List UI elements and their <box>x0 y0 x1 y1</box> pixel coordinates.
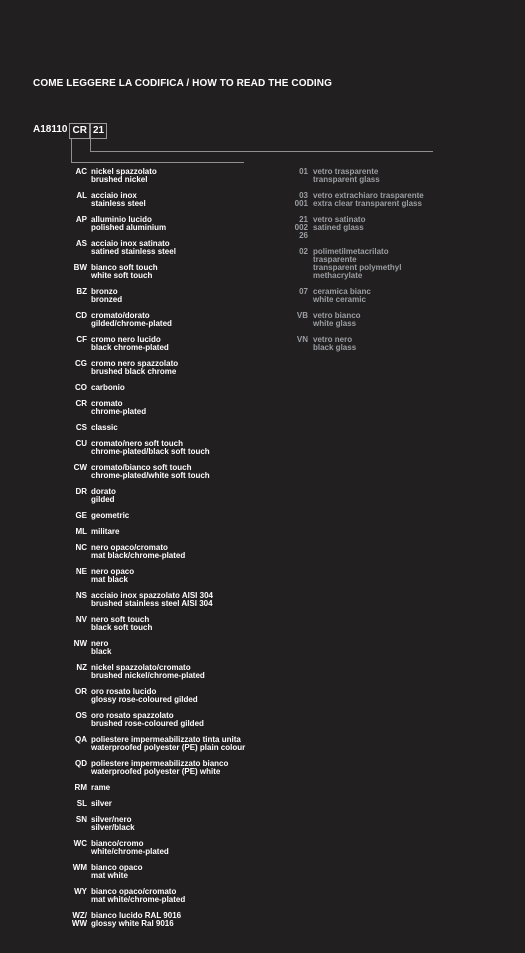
finish-name-en: white soft touch <box>91 271 153 280</box>
finish-name-it: oro rosato spazzolato <box>91 711 174 720</box>
finish-code: SL <box>76 799 87 808</box>
finish-name-en: gilded/chrome-plated <box>91 319 172 328</box>
finish-name-it: dorato <box>91 487 116 496</box>
finish-name-en: mat black <box>91 575 128 584</box>
finish-code: AC <box>75 167 87 176</box>
finish-item <box>60 360 290 376</box>
glass-description: vetro nero black glass <box>313 335 357 352</box>
finish-name-it: cromato/dorato <box>91 311 150 320</box>
finish-name-it: bronzo <box>91 287 118 296</box>
finish-description <box>91 440 210 456</box>
finish-code: CO <box>75 383 87 392</box>
finish-name-it: oro rosato lucido <box>91 687 157 696</box>
finish-code: OS <box>75 711 87 720</box>
finish-item <box>60 888 290 904</box>
finish-code: RM <box>74 783 87 792</box>
glass-item <box>285 312 505 328</box>
finish-name-it: bianco opaco <box>91 863 143 872</box>
finish-list <box>60 168 290 936</box>
finish-code: CS <box>75 423 87 432</box>
finish-name-en: chrome-plated <box>91 407 147 416</box>
finish-name-en: white/chrome-plated <box>91 847 169 856</box>
finish-code: CF <box>76 335 87 344</box>
finish-name-it: poliestere impermeabilizzato tinta unita <box>91 735 241 744</box>
finish-description <box>91 912 181 928</box>
finish-name-en: black soft touch <box>91 623 153 632</box>
finish-name-it: nickel spazzolato/cromato <box>91 663 191 672</box>
finish-item <box>60 264 290 280</box>
finish-name-it: geometric <box>91 511 130 520</box>
finish-code: CD <box>75 311 87 320</box>
finish-description <box>91 312 172 328</box>
finish-name-it: bianco lucido RAL 9016 <box>91 911 182 920</box>
finish-description <box>91 544 185 560</box>
finish-item <box>60 640 290 656</box>
finish-description <box>91 784 110 792</box>
finish-description <box>91 168 157 184</box>
finish-item <box>60 384 290 392</box>
connector-glass-vertical <box>90 139 91 151</box>
finish-description <box>91 736 245 752</box>
finish-item <box>60 912 290 928</box>
finish-name-it: classic <box>91 423 118 432</box>
finish-name-en: glossy white Ral 9016 <box>91 919 174 928</box>
finish-description <box>91 192 146 208</box>
finish-description <box>91 360 178 376</box>
finish-name-en: polished aluminium <box>91 223 167 232</box>
glass-list <box>285 168 505 360</box>
finish-code: ML <box>75 527 87 536</box>
glass-item <box>285 248 505 280</box>
finish-name-it: silver/nero <box>91 815 132 824</box>
finish-name-it: bianco opaco/cromato <box>91 887 177 896</box>
finish-description <box>91 800 112 808</box>
finish-name-it: cromo nero lucido <box>91 335 161 344</box>
connector-glass-horizontal <box>90 151 433 152</box>
finish-code: OR <box>75 687 87 696</box>
finish-name-en: black chrome-plated <box>91 343 169 352</box>
finish-description <box>91 816 135 832</box>
glass-code: 02 <box>299 247 308 256</box>
glass-item <box>285 288 505 304</box>
finish-item <box>60 592 290 608</box>
finish-description <box>91 864 143 880</box>
connector-finish-vertical <box>71 139 72 162</box>
finish-name-en: chrome-plated/black soft touch <box>91 447 210 456</box>
code-finish: CR <box>69 123 89 139</box>
finish-description <box>91 712 204 728</box>
glass-code: 21 002 26 <box>294 215 308 240</box>
finish-description <box>91 216 166 232</box>
glass-description: vetro trasparente transparent glass <box>313 167 380 184</box>
finish-name-it: bianco/cromo <box>91 839 144 848</box>
finish-code: CR <box>75 399 87 408</box>
finish-name-en: glossy rose-coloured gilded <box>91 695 198 704</box>
glass-item <box>285 336 505 352</box>
finish-code: WZ/ WW <box>71 911 87 928</box>
finish-item <box>60 800 290 808</box>
finish-item <box>60 864 290 880</box>
finish-item <box>60 736 290 752</box>
glass-description: vetro satinato satined glass <box>313 215 366 232</box>
finish-code: AP <box>75 215 87 224</box>
glass-code: 03 001 <box>294 191 308 208</box>
finish-item <box>60 840 290 856</box>
glass-code: 07 <box>299 287 308 296</box>
finish-name-en: silver/black <box>91 823 135 832</box>
finish-code: WY <box>74 887 87 896</box>
finish-description <box>91 512 129 520</box>
finish-item <box>60 568 290 584</box>
finish-name-en: brushed nickel/chrome-plated <box>91 671 205 680</box>
finish-name-en: satined stainless steel <box>91 247 176 256</box>
finish-name-en: brushed nickel <box>91 175 148 184</box>
finish-name-it: bianco soft touch <box>91 263 158 272</box>
finish-description <box>91 528 119 536</box>
finish-description <box>91 288 122 304</box>
code-example <box>33 123 107 139</box>
finish-code: DR <box>75 487 87 496</box>
finish-code: WC <box>73 839 87 848</box>
finish-code: NV <box>75 615 87 624</box>
finish-item <box>60 216 290 232</box>
glass-code: 01 <box>299 167 308 176</box>
finish-name-it: nero opaco <box>91 567 135 576</box>
finish-item <box>60 192 290 208</box>
finish-description <box>91 264 158 280</box>
finish-name-it: nero soft touch <box>91 615 150 624</box>
finish-item <box>60 240 290 256</box>
finish-code: QD <box>75 759 87 768</box>
finish-name-en: stainless steel <box>91 199 146 208</box>
finish-name-en: brushed black chrome <box>91 367 177 376</box>
finish-code: AL <box>76 191 87 200</box>
finish-code: CW <box>73 463 87 472</box>
finish-description <box>91 616 152 632</box>
glass-code: VB <box>296 311 308 320</box>
finish-item <box>60 712 290 728</box>
finish-item <box>60 760 290 776</box>
finish-code: BZ <box>76 287 87 296</box>
finish-name-en: waterproofed polyester (PE) plain colour <box>91 743 246 752</box>
glass-item <box>285 168 505 184</box>
finish-item <box>60 616 290 632</box>
glass-item <box>285 216 505 240</box>
finish-item <box>60 288 290 304</box>
finish-description <box>91 840 169 856</box>
finish-description <box>91 568 134 584</box>
finish-code: NS <box>75 591 87 600</box>
finish-description <box>91 464 210 480</box>
code-base: A18110 <box>33 124 68 135</box>
finish-item <box>60 168 290 184</box>
finish-code: WM <box>72 863 87 872</box>
finish-item <box>60 312 290 328</box>
finish-name-it: nero opaco/cromato <box>91 543 168 552</box>
finish-item <box>60 464 290 480</box>
finish-code: NW <box>73 639 87 648</box>
finish-name-it: nero <box>91 639 109 648</box>
finish-description <box>91 336 169 352</box>
finish-item <box>60 688 290 704</box>
glass-description: polimetilmetacrilato trasparente transparent polymethyl methacrylate <box>313 247 402 280</box>
glass-description: vetro bianco white glass <box>313 311 361 328</box>
finish-description <box>91 240 176 256</box>
finish-description <box>91 888 185 904</box>
finish-name-it: cromato/bianco soft touch <box>91 463 192 472</box>
finish-code: NZ <box>76 663 87 672</box>
finish-name-it: rame <box>91 783 111 792</box>
finish-name-en: brushed stainless steel AISI 304 <box>91 599 213 608</box>
finish-name-it: poliestere impermeabilizzato bianco <box>91 759 229 768</box>
finish-name-en: brushed rose-coloured gilded <box>91 719 204 728</box>
glass-description: ceramica bianc white ceramic <box>313 287 371 304</box>
finish-name-it: cromato/nero soft touch <box>91 439 184 448</box>
finish-item <box>60 544 290 560</box>
finish-description <box>91 640 111 656</box>
finish-description <box>91 488 116 504</box>
finish-item <box>60 816 290 832</box>
finish-code: CU <box>75 439 87 448</box>
finish-description <box>91 400 146 416</box>
finish-name-en: mat white/chrome-plated <box>91 895 186 904</box>
finish-name-en: chrome-plated/white soft touch <box>91 471 210 480</box>
finish-description <box>91 384 125 392</box>
glass-code: VN <box>296 335 308 344</box>
finish-item <box>60 488 290 504</box>
finish-name-it: carbonio <box>91 383 125 392</box>
finish-name-it: alluminio lucido <box>91 215 152 224</box>
finish-name-it: acciaio inox <box>91 191 137 200</box>
finish-name-en: mat black/chrome-plated <box>91 551 186 560</box>
finish-code: NC <box>75 543 87 552</box>
finish-code: AS <box>75 239 87 248</box>
finish-code: BW <box>73 263 87 272</box>
finish-item <box>60 528 290 536</box>
finish-description <box>91 760 228 776</box>
finish-name-it: acciaio inox satinato <box>91 239 170 248</box>
finish-code: CG <box>75 359 87 368</box>
finish-name-it: acciaio inox spazzolato AISI 304 <box>91 591 213 600</box>
finish-name-it: nickel spazzolato <box>91 167 157 176</box>
finish-item <box>60 512 290 520</box>
finish-item <box>60 400 290 416</box>
finish-name-it: cromato <box>91 399 123 408</box>
glass-item <box>285 192 505 208</box>
connector-finish-horizontal <box>71 162 244 163</box>
finish-name-en: mat white <box>91 871 128 880</box>
finish-code: GE <box>75 511 87 520</box>
finish-name-it: silver <box>91 799 112 808</box>
finish-code: QA <box>75 735 87 744</box>
finish-name-en: black <box>91 647 112 656</box>
glass-description: vetro extrachiaro trasparente extra clear transparent glass <box>313 191 424 208</box>
finish-item <box>60 784 290 792</box>
finish-item <box>60 664 290 680</box>
finish-code: SN <box>75 815 87 824</box>
page-title: COME LEGGERE LA CODIFICA / HOW TO READ THE CODING <box>33 78 332 89</box>
finish-item <box>60 336 290 352</box>
finish-item <box>60 424 290 432</box>
finish-name-it: cromo nero spazzolato <box>91 359 179 368</box>
finish-description <box>91 592 213 608</box>
finish-description <box>91 664 205 680</box>
finish-name-en: waterproofed polyester (PE) white <box>91 767 221 776</box>
finish-name-en: gilded <box>91 495 115 504</box>
finish-description <box>91 688 198 704</box>
finish-name-it: militare <box>91 527 120 536</box>
finish-item <box>60 440 290 456</box>
finish-name-en: bronzed <box>91 295 123 304</box>
code-glass: 21 <box>90 123 107 139</box>
finish-code: NE <box>75 567 87 576</box>
finish-description <box>91 424 118 432</box>
